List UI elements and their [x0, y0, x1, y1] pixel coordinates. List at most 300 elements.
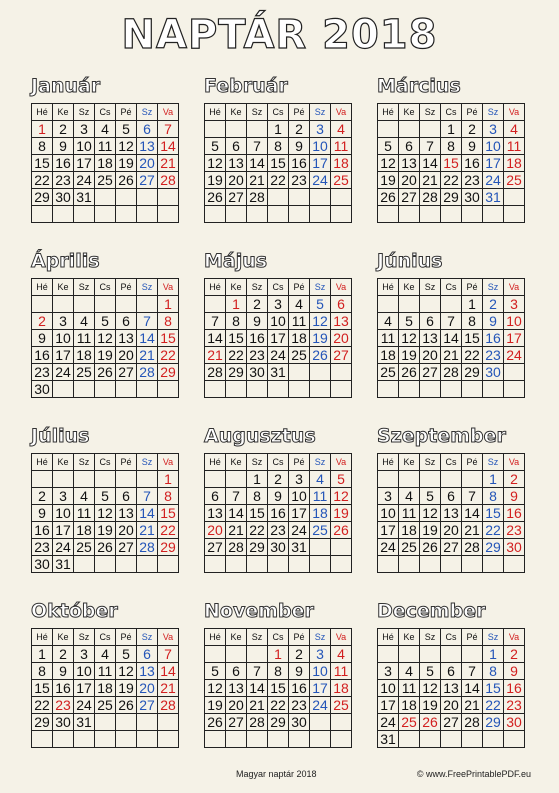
weekday-header: Sz [310, 279, 331, 296]
day-cell: 27 [420, 364, 441, 381]
day-cell: 25 [331, 172, 352, 189]
week-row [378, 138, 525, 155]
day-cell [420, 731, 441, 748]
day-cell: 29 [268, 714, 289, 731]
weekday-header: Sz [247, 104, 268, 121]
day-cell [504, 381, 525, 398]
day-cell [137, 731, 158, 748]
day-cell: 5 [420, 488, 441, 505]
day-cell: 17 [53, 347, 74, 364]
day-cell: 20 [226, 697, 247, 714]
day-cell: 28 [205, 364, 226, 381]
weekday-header: Pé [116, 629, 137, 646]
day-cell: 3 [53, 313, 74, 330]
day-cell: 6 [116, 313, 137, 330]
weekday-header: Cs [95, 279, 116, 296]
weekday-header: Pé [289, 279, 310, 296]
day-cell: 2 [504, 471, 525, 488]
weekday-header: Sz [247, 454, 268, 471]
week-row [205, 172, 352, 189]
day-cell: 22 [268, 697, 289, 714]
day-cell [74, 381, 95, 398]
weekday-header: Sz [137, 279, 158, 296]
day-cell: 30 [504, 714, 525, 731]
day-cell: 24 [483, 172, 504, 189]
week-row [205, 488, 352, 505]
day-cell: 29 [158, 539, 179, 556]
month-january [31, 73, 186, 223]
day-cell [95, 206, 116, 223]
week-row [205, 381, 352, 398]
day-cell: 18 [399, 697, 420, 714]
day-cell: 6 [441, 488, 462, 505]
day-cell: 27 [441, 714, 462, 731]
day-cell: 9 [53, 138, 74, 155]
day-cell: 27 [226, 714, 247, 731]
day-cell [137, 296, 158, 313]
day-cell: 29 [247, 539, 268, 556]
day-cell: 25 [331, 697, 352, 714]
day-cell: 13 [441, 680, 462, 697]
day-cell: 2 [289, 121, 310, 138]
month-december [377, 598, 532, 748]
day-cell: 8 [483, 663, 504, 680]
weekday-header-row [32, 454, 179, 471]
day-cell [331, 714, 352, 731]
weekday-header: Sz [483, 104, 504, 121]
day-cell: 5 [116, 121, 137, 138]
day-cell: 21 [205, 347, 226, 364]
week-row [205, 556, 352, 573]
week-row [378, 646, 525, 663]
week-row [378, 714, 525, 731]
day-cell: 25 [289, 347, 310, 364]
day-cell [226, 731, 247, 748]
day-cell: 11 [74, 330, 95, 347]
weekday-header: Hé [205, 279, 226, 296]
weekday-header-row [205, 104, 352, 121]
month-grid [377, 453, 525, 573]
day-cell: 29 [483, 539, 504, 556]
day-cell: 23 [504, 697, 525, 714]
day-cell [504, 189, 525, 206]
day-cell: 5 [205, 663, 226, 680]
day-cell: 29 [483, 714, 504, 731]
day-cell: 9 [504, 663, 525, 680]
weekday-header: Sz [137, 454, 158, 471]
day-cell: 22 [483, 522, 504, 539]
month-grid [31, 278, 179, 398]
day-cell: 2 [268, 471, 289, 488]
weekday-header: Hé [378, 279, 399, 296]
day-cell: 20 [226, 172, 247, 189]
day-cell: 15 [158, 330, 179, 347]
day-cell: 9 [268, 488, 289, 505]
day-cell: 23 [504, 522, 525, 539]
day-cell: 11 [399, 680, 420, 697]
week-row [32, 364, 179, 381]
day-cell: 19 [205, 172, 226, 189]
day-cell: 18 [310, 505, 331, 522]
day-cell: 4 [331, 646, 352, 663]
day-cell: 23 [483, 347, 504, 364]
day-cell: 22 [268, 172, 289, 189]
weekday-header: Cs [95, 629, 116, 646]
weekday-header: Ke [399, 454, 420, 471]
day-cell: 16 [289, 155, 310, 172]
week-row [32, 731, 179, 748]
day-cell: 15 [483, 680, 504, 697]
day-cell: 4 [95, 121, 116, 138]
day-cell: 6 [331, 296, 352, 313]
day-cell: 8 [462, 313, 483, 330]
day-cell [247, 646, 268, 663]
day-cell: 28 [137, 364, 158, 381]
day-cell [378, 646, 399, 663]
day-cell [268, 206, 289, 223]
day-cell [137, 471, 158, 488]
month-name: Augusztus [204, 425, 316, 447]
month-name: Február [204, 75, 288, 97]
day-cell [310, 189, 331, 206]
week-row [378, 505, 525, 522]
day-cell [32, 296, 53, 313]
day-cell: 17 [310, 155, 331, 172]
weekday-header: Ke [226, 454, 247, 471]
weekday-header: Sz [310, 104, 331, 121]
day-cell: 10 [310, 138, 331, 155]
day-cell: 9 [247, 313, 268, 330]
day-cell [205, 731, 226, 748]
day-cell [462, 556, 483, 573]
weekday-header: Cs [95, 454, 116, 471]
day-cell: 16 [289, 680, 310, 697]
weekday-header: Hé [205, 629, 226, 646]
day-cell [399, 556, 420, 573]
day-cell: 19 [378, 172, 399, 189]
weekday-header-row [32, 104, 179, 121]
day-cell: 4 [95, 646, 116, 663]
day-cell: 15 [32, 680, 53, 697]
day-cell [289, 731, 310, 748]
week-row [378, 556, 525, 573]
week-row [205, 121, 352, 138]
weekday-header: Ke [226, 629, 247, 646]
day-cell: 20 [116, 347, 137, 364]
day-cell: 18 [378, 347, 399, 364]
week-row [32, 646, 179, 663]
weekday-header: Sz [483, 629, 504, 646]
day-cell: 10 [310, 663, 331, 680]
day-cell [310, 206, 331, 223]
day-cell: 19 [205, 697, 226, 714]
day-cell: 10 [53, 330, 74, 347]
day-cell: 14 [158, 138, 179, 155]
day-cell: 17 [53, 522, 74, 539]
day-cell: 13 [441, 505, 462, 522]
day-cell: 12 [378, 155, 399, 172]
week-row [32, 505, 179, 522]
week-row [378, 381, 525, 398]
day-cell: 7 [247, 138, 268, 155]
day-cell: 19 [116, 680, 137, 697]
day-cell: 30 [32, 556, 53, 573]
day-cell: 27 [137, 697, 158, 714]
day-cell: 2 [247, 296, 268, 313]
footer-credit: © www.FreePrintablePDF.eu [416, 769, 531, 779]
week-row [205, 522, 352, 539]
day-cell: 7 [158, 646, 179, 663]
day-cell [95, 471, 116, 488]
day-cell [268, 381, 289, 398]
day-cell: 1 [483, 646, 504, 663]
day-cell: 30 [462, 189, 483, 206]
week-row [32, 488, 179, 505]
day-cell: 18 [331, 680, 352, 697]
day-cell: 30 [32, 381, 53, 398]
day-cell: 7 [462, 488, 483, 505]
day-cell: 1 [32, 646, 53, 663]
day-cell [205, 646, 226, 663]
day-cell [504, 364, 525, 381]
day-cell: 12 [331, 488, 352, 505]
day-cell: 9 [483, 313, 504, 330]
month-february [204, 73, 359, 223]
day-cell: 23 [247, 347, 268, 364]
day-cell: 13 [116, 330, 137, 347]
day-cell: 16 [462, 155, 483, 172]
day-cell [441, 646, 462, 663]
day-cell [74, 206, 95, 223]
day-cell [504, 206, 525, 223]
week-row [378, 539, 525, 556]
day-cell: 8 [268, 663, 289, 680]
day-cell: 24 [53, 539, 74, 556]
week-row [205, 206, 352, 223]
month-grid [377, 103, 525, 223]
weekday-header: Cs [268, 279, 289, 296]
day-cell: 18 [74, 522, 95, 539]
day-cell: 28 [158, 172, 179, 189]
weekday-header: Pé [116, 279, 137, 296]
day-cell [116, 189, 137, 206]
day-cell [310, 731, 331, 748]
day-cell: 24 [378, 714, 399, 731]
day-cell [137, 556, 158, 573]
week-row [205, 646, 352, 663]
day-cell: 24 [74, 172, 95, 189]
day-cell: 31 [378, 731, 399, 748]
day-cell: 21 [158, 680, 179, 697]
day-cell: 17 [268, 330, 289, 347]
day-cell: 7 [462, 663, 483, 680]
day-cell: 2 [483, 296, 504, 313]
day-cell [310, 381, 331, 398]
day-cell [32, 206, 53, 223]
weekday-header: Ke [399, 629, 420, 646]
day-cell: 6 [399, 138, 420, 155]
day-cell: 3 [289, 471, 310, 488]
weekday-header-row [32, 629, 179, 646]
day-cell [74, 731, 95, 748]
day-cell: 4 [289, 296, 310, 313]
day-cell: 2 [32, 313, 53, 330]
day-cell: 22 [158, 522, 179, 539]
week-row [205, 697, 352, 714]
day-cell [116, 731, 137, 748]
day-cell: 22 [462, 347, 483, 364]
weekday-header-row [205, 279, 352, 296]
weekday-header: Va [158, 629, 179, 646]
day-cell: 8 [32, 663, 53, 680]
weekday-header: Sz [420, 454, 441, 471]
day-cell: 24 [378, 539, 399, 556]
day-cell: 15 [483, 505, 504, 522]
day-cell: 11 [378, 330, 399, 347]
day-cell [289, 189, 310, 206]
day-cell: 1 [462, 296, 483, 313]
day-cell: 5 [205, 138, 226, 155]
day-cell: 19 [420, 522, 441, 539]
week-row [378, 471, 525, 488]
day-cell [268, 556, 289, 573]
day-cell [226, 556, 247, 573]
day-cell: 24 [504, 347, 525, 364]
weekday-header-row [32, 279, 179, 296]
day-cell: 25 [378, 364, 399, 381]
day-cell: 27 [399, 189, 420, 206]
day-cell: 27 [331, 347, 352, 364]
day-cell: 22 [158, 347, 179, 364]
month-june [377, 248, 532, 398]
day-cell: 31 [289, 539, 310, 556]
day-cell: 17 [378, 697, 399, 714]
day-cell: 29 [226, 364, 247, 381]
day-cell: 5 [331, 471, 352, 488]
weekday-header: Sz [483, 279, 504, 296]
day-cell [331, 556, 352, 573]
day-cell: 19 [399, 347, 420, 364]
month-grid [204, 278, 352, 398]
day-cell: 25 [74, 539, 95, 556]
day-cell [95, 714, 116, 731]
day-cell: 17 [310, 680, 331, 697]
day-cell: 4 [74, 488, 95, 505]
day-cell [158, 381, 179, 398]
day-cell [462, 646, 483, 663]
day-cell [504, 731, 525, 748]
day-cell: 10 [378, 680, 399, 697]
week-row [32, 121, 179, 138]
weekday-header: Sz [420, 279, 441, 296]
day-cell: 14 [137, 330, 158, 347]
day-cell [247, 121, 268, 138]
day-cell [226, 381, 247, 398]
day-cell: 4 [399, 663, 420, 680]
day-cell [441, 206, 462, 223]
day-cell: 13 [137, 663, 158, 680]
weekday-header: Hé [32, 104, 53, 121]
weekday-header: Ke [53, 454, 74, 471]
week-row [205, 138, 352, 155]
day-cell: 9 [53, 663, 74, 680]
day-cell [378, 471, 399, 488]
week-row [378, 488, 525, 505]
day-cell: 8 [158, 488, 179, 505]
day-cell [504, 556, 525, 573]
day-cell: 13 [137, 138, 158, 155]
day-cell [289, 381, 310, 398]
week-row [378, 731, 525, 748]
day-cell: 18 [504, 155, 525, 172]
day-cell [268, 731, 289, 748]
month-grid [377, 278, 525, 398]
day-cell [331, 189, 352, 206]
day-cell: 14 [247, 155, 268, 172]
day-cell: 26 [205, 189, 226, 206]
day-cell [289, 364, 310, 381]
weekday-header: Sz [247, 629, 268, 646]
week-row [205, 189, 352, 206]
day-cell: 16 [247, 330, 268, 347]
day-cell: 13 [116, 505, 137, 522]
day-cell: 6 [137, 121, 158, 138]
day-cell: 22 [32, 697, 53, 714]
day-cell: 11 [399, 505, 420, 522]
weekday-header: Sz [74, 629, 95, 646]
day-cell [95, 381, 116, 398]
day-cell: 3 [483, 121, 504, 138]
day-cell: 5 [399, 313, 420, 330]
weekday-header: Sz [137, 629, 158, 646]
week-row [32, 138, 179, 155]
day-cell: 5 [116, 646, 137, 663]
month-name: Július [31, 425, 90, 447]
day-cell: 26 [420, 714, 441, 731]
day-cell: 31 [74, 189, 95, 206]
weekday-header: Va [504, 629, 525, 646]
day-cell: 15 [226, 330, 247, 347]
weekday-header: Ke [399, 279, 420, 296]
day-cell [310, 364, 331, 381]
day-cell: 14 [462, 680, 483, 697]
day-cell: 27 [441, 539, 462, 556]
day-cell: 28 [137, 539, 158, 556]
day-cell [399, 646, 420, 663]
day-cell [441, 556, 462, 573]
day-cell: 11 [331, 663, 352, 680]
weekday-header: Pé [289, 104, 310, 121]
weekday-header: Hé [378, 104, 399, 121]
month-name: Április [31, 250, 100, 272]
day-cell: 19 [331, 505, 352, 522]
month-november [204, 598, 359, 748]
day-cell [158, 556, 179, 573]
day-cell: 23 [53, 172, 74, 189]
month-name: Október [31, 600, 118, 622]
week-row [32, 381, 179, 398]
day-cell: 11 [95, 138, 116, 155]
day-cell: 17 [74, 680, 95, 697]
weekday-header: Pé [116, 104, 137, 121]
weekday-header: Va [158, 104, 179, 121]
day-cell: 26 [205, 714, 226, 731]
day-cell: 31 [74, 714, 95, 731]
day-cell: 1 [247, 471, 268, 488]
day-cell: 20 [441, 522, 462, 539]
day-cell: 6 [226, 138, 247, 155]
day-cell: 29 [32, 189, 53, 206]
